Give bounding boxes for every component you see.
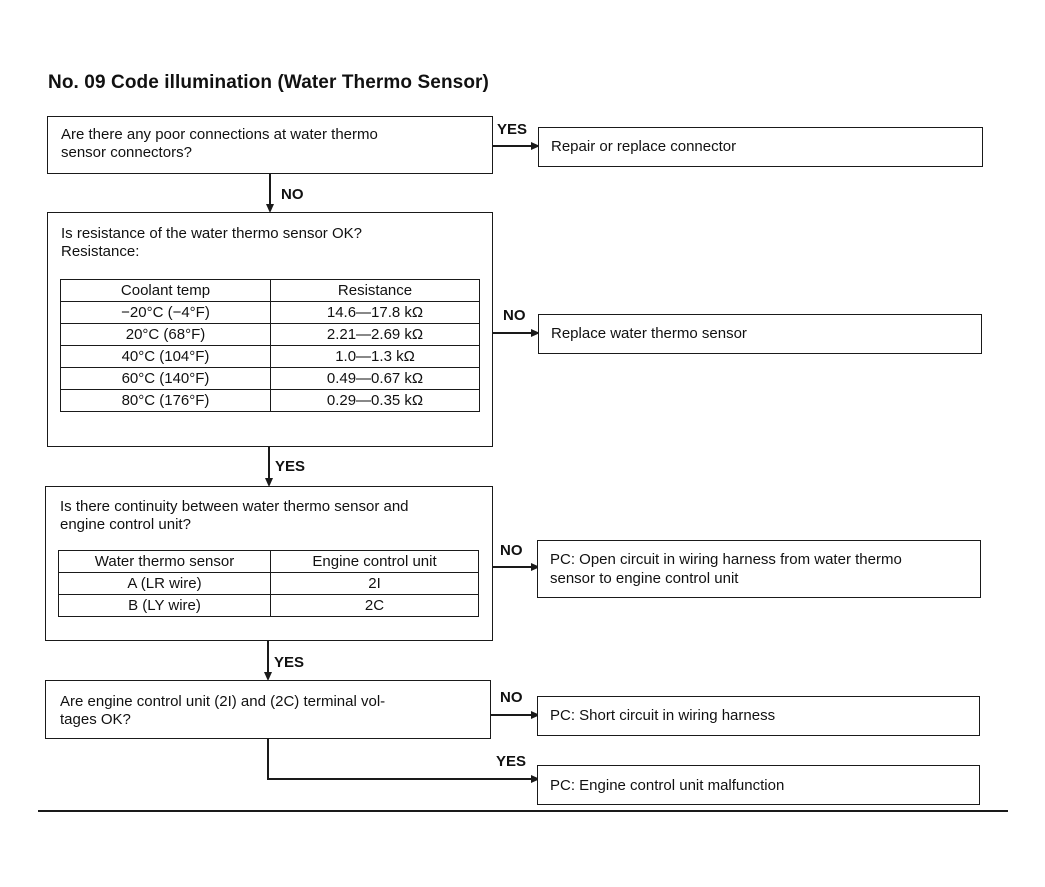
continuity-table (58, 550, 479, 617)
no-label: NO (500, 542, 523, 559)
table-row (61, 368, 480, 390)
table-cell: 60°C (140°F) (61, 368, 271, 390)
table-row (61, 346, 480, 368)
result-box-replace-sensor (538, 314, 982, 354)
table-cell: 2C (271, 595, 479, 617)
table-cell: 14.6—17.8 kΩ (271, 302, 480, 324)
table-header-row (59, 551, 479, 573)
question-text: Are there any poor connections at water thermo sensor connectors? (61, 126, 378, 161)
result-box-open-circuit (537, 540, 981, 598)
table-cell: 1.0—1.3 kΩ (271, 346, 480, 368)
table-cell: 2I (271, 573, 479, 595)
question-text: Is there continuity between water thermo sensor and engine control unit? (60, 498, 409, 533)
connector-line (493, 566, 535, 568)
result-box-ecu-malfunction (537, 765, 980, 805)
question-box-resistance (47, 212, 493, 447)
result-box-repair-connector (538, 127, 983, 167)
question-box-terminal-voltages (45, 680, 491, 739)
table-cell: 20°C (68°F) (61, 324, 271, 346)
resistance-table (60, 279, 480, 412)
no-label: NO (281, 186, 304, 203)
table-header-row (61, 280, 480, 302)
table-row (59, 595, 479, 617)
table-header: Resistance (271, 280, 480, 302)
result-box-short-circuit (537, 696, 980, 736)
table-row (61, 302, 480, 324)
page-title: No. 09 Code illumination (Water Thermo Sensor) (48, 72, 489, 93)
yes-label: YES (275, 458, 306, 475)
connector-line (493, 145, 535, 147)
connector-line (493, 332, 535, 334)
table-cell: 2.21—2.69 kΩ (271, 324, 480, 346)
no-label: NO (500, 689, 523, 706)
question-box-poor-connections (47, 116, 493, 174)
yes-label: YES (274, 654, 305, 671)
table-cell: −20°C (−4°F) (61, 302, 271, 324)
table-header: Water thermo sensor (59, 551, 271, 573)
table-row (61, 390, 480, 412)
table-row (59, 573, 479, 595)
no-label: NO (503, 307, 526, 324)
result-text: Replace water thermo sensor (551, 325, 747, 342)
table-header: Coolant temp (61, 280, 271, 302)
table-header: Engine control unit (271, 551, 479, 573)
result-text: PC: Engine control unit malfunction (550, 777, 785, 794)
connector-line (269, 174, 271, 206)
result-text: PC: Short circuit in wiring harness (550, 707, 776, 724)
table-cell: 40°C (104°F) (61, 346, 271, 368)
table-cell: 0.29—0.35 kΩ (271, 390, 480, 412)
question-text: Are engine control unit (2I) and (2C) terminal vol- tages OK? (60, 693, 386, 728)
table-cell: 80°C (176°F) (61, 390, 271, 412)
table-cell: 0.49—0.67 kΩ (271, 368, 480, 390)
table-row (61, 324, 480, 346)
table-cell: B (LY wire) (59, 595, 271, 617)
question-text: Is resistance of the water thermo sensor OK? Resistance: (61, 225, 362, 260)
table-cell: A (LR wire) (59, 573, 271, 595)
page-divider (38, 810, 1008, 812)
connector-line (267, 641, 269, 674)
connector-line (268, 447, 270, 480)
connector-line (267, 778, 535, 780)
result-text: Repair or replace connector (551, 138, 737, 155)
connector-line (267, 739, 269, 779)
yes-label: YES (497, 121, 528, 138)
yes-label: YES (496, 753, 527, 770)
question-box-continuity (45, 486, 493, 641)
connector-line (491, 714, 535, 716)
result-text: PC: Open circuit in wiring harness from water thermo sensor to engine control unit (550, 551, 902, 587)
